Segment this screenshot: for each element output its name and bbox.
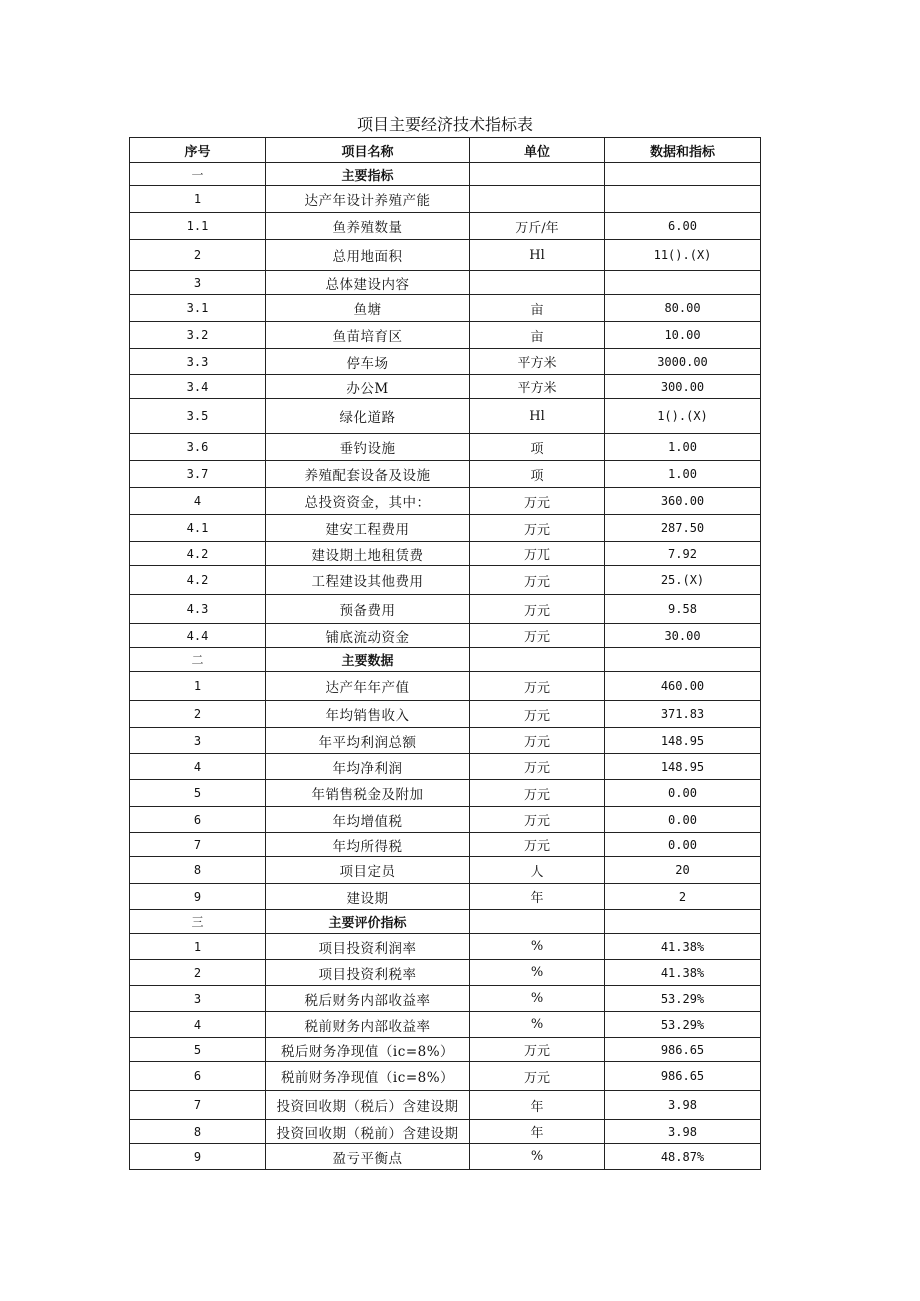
cell-unit: % [470,960,605,986]
cell-value: 460.00 [605,672,761,701]
cell-value: 9.58 [605,595,761,624]
table-row [130,399,761,434]
header-seq: 序号 [130,138,266,163]
cell-name: 总体建设内容 [266,271,470,295]
table-row [130,672,761,701]
cell-value: 25.(X) [605,566,761,595]
cell-name: 养殖配套设备及设施 [266,461,470,488]
cell-value [605,910,761,934]
table-row [130,595,761,624]
cell-unit [470,163,605,186]
cell-name: 达产年设计养殖产能 [266,186,470,213]
cell-seq: 2 [130,960,266,986]
cell-value [605,648,761,672]
indicator-table [129,137,761,1170]
cell-unit: 万斤/年 [470,213,605,240]
cell-seq: 3.5 [130,399,266,434]
table-row [130,566,761,595]
cell-unit: 年 [470,1120,605,1144]
cell-unit: % [470,1012,605,1038]
cell-name: 主要评价指标 [266,910,470,934]
cell-seq: 1 [130,672,266,701]
table-row [130,515,761,542]
cell-value: 53.29% [605,986,761,1012]
table-row [130,754,761,780]
cell-seq: 4 [130,754,266,780]
cell-seq: 三 [130,910,266,934]
cell-unit: 万兀 [470,542,605,566]
cell-unit: 人 [470,857,605,884]
table-row [130,857,761,884]
cell-seq: 3 [130,728,266,754]
cell-name: 年均增值税 [266,807,470,833]
cell-value: 1.00 [605,434,761,461]
cell-name: 年均所得税 [266,833,470,857]
cell-unit: 万元 [470,595,605,624]
cell-seq: 4.1 [130,515,266,542]
cell-name: 投资回收期（税后）含建设期 [266,1091,470,1120]
cell-seq: 4 [130,1012,266,1038]
table-row [130,488,761,515]
table-row [130,934,761,960]
cell-seq: 3.4 [130,375,266,399]
table-row [130,322,761,349]
cell-name: 主要指标 [266,163,470,186]
cell-value: 10.00 [605,322,761,349]
cell-seq: 8 [130,1120,266,1144]
cell-seq: 8 [130,857,266,884]
cell-unit [470,910,605,934]
cell-seq: 二 [130,648,266,672]
table-row [130,833,761,857]
cell-value: 0.00 [605,780,761,807]
cell-unit: 万元 [470,754,605,780]
cell-name: 年销售税金及附加 [266,780,470,807]
cell-value [605,271,761,295]
cell-unit: 万元 [470,566,605,595]
cell-value: 986.65 [605,1062,761,1091]
cell-value: 20 [605,857,761,884]
table-row [130,624,761,648]
cell-name: 年均销售收入 [266,701,470,728]
table-row [130,807,761,833]
cell-value: 11().(X) [605,240,761,271]
cell-name: 主要数据 [266,648,470,672]
cell-value: 48.87% [605,1144,761,1170]
cell-seq: 4 [130,488,266,515]
cell-name: 停车场 [266,349,470,375]
cell-unit [470,648,605,672]
cell-name: 预备费用 [266,595,470,624]
cell-value: 41.38% [605,934,761,960]
cell-unit: 年 [470,884,605,910]
cell-unit: 平方米 [470,375,605,399]
cell-unit: % [470,934,605,960]
cell-name: 建设期土地租赁费 [266,542,470,566]
cell-seq: 4.3 [130,595,266,624]
cell-seq: 3.7 [130,461,266,488]
table-body [130,163,761,1170]
cell-unit: 年 [470,1091,605,1120]
cell-seq: 7 [130,1091,266,1120]
table-row [130,1144,761,1170]
cell-value: 2 [605,884,761,910]
table-row [130,1091,761,1120]
cell-value: 3000.00 [605,349,761,375]
cell-seq: 5 [130,1038,266,1062]
cell-unit: 万元 [470,728,605,754]
cell-seq: 3.6 [130,434,266,461]
cell-unit: 万元 [470,488,605,515]
cell-name: 年平均利润总额 [266,728,470,754]
cell-name: 项目投资利税率 [266,960,470,986]
cell-value: 1().(X) [605,399,761,434]
table-row [130,986,761,1012]
cell-unit: 万元 [470,1038,605,1062]
table-row [130,1120,761,1144]
cell-seq: 3.2 [130,322,266,349]
cell-seq: 3 [130,271,266,295]
cell-value: 986.65 [605,1038,761,1062]
section-row [130,910,761,934]
cell-value: 0.00 [605,807,761,833]
cell-name: 税前财务净现值（ic=8%） [266,1062,470,1091]
table-row [130,884,761,910]
cell-seq: 1.1 [130,213,266,240]
cell-value: 3.98 [605,1091,761,1120]
cell-unit: 万元 [470,672,605,701]
cell-unit: 万元 [470,515,605,542]
cell-unit: 万元 [470,833,605,857]
cell-unit: 项 [470,434,605,461]
cell-unit: 万元 [470,701,605,728]
table-row [130,1038,761,1062]
cell-name: 建设期 [266,884,470,910]
table-row [130,542,761,566]
cell-name: 投资回收期（税前）含建设期 [266,1120,470,1144]
cell-unit [470,186,605,213]
cell-name: 鱼养殖数量 [266,213,470,240]
cell-name: 铺底流动资金 [266,624,470,648]
table-row [130,780,761,807]
cell-unit [470,271,605,295]
section-row [130,648,761,672]
cell-name: 鱼塘 [266,295,470,322]
cell-name: 盈亏平衡点 [266,1144,470,1170]
cell-value: 287.50 [605,515,761,542]
cell-value: 30.00 [605,624,761,648]
cell-seq: 3 [130,986,266,1012]
table-header-row [130,138,761,163]
cell-value: 1.00 [605,461,761,488]
cell-unit: 万元 [470,780,605,807]
cell-name: 总投资资金，其中： [266,488,470,515]
cell-name: 绿化道路 [266,399,470,434]
cell-seq: 1 [130,934,266,960]
cell-value: 148.95 [605,754,761,780]
table-row [130,295,761,322]
cell-value [605,186,761,213]
table-row [130,701,761,728]
table-row [130,461,761,488]
table-row [130,375,761,399]
cell-name: 垂钓设施 [266,434,470,461]
cell-unit: 平方米 [470,349,605,375]
cell-unit: 亩 [470,295,605,322]
cell-seq: 4.4 [130,624,266,648]
cell-seq: 3.3 [130,349,266,375]
cell-value: 0.00 [605,833,761,857]
header-name: 项目名称 [266,138,470,163]
cell-value: 80.00 [605,295,761,322]
cell-unit: Hl [470,399,605,434]
table-row [130,240,761,271]
cell-seq: 6 [130,1062,266,1091]
cell-seq: 6 [130,807,266,833]
cell-unit: 万元 [470,807,605,833]
table-row [130,213,761,240]
cell-name: 税前财务内部收益率 [266,1012,470,1038]
cell-unit: Hl [470,240,605,271]
cell-value: 41.38% [605,960,761,986]
cell-unit: % [470,1144,605,1170]
cell-name: 建安工程费用 [266,515,470,542]
cell-seq: 一 [130,163,266,186]
cell-name: 项目定员 [266,857,470,884]
table-row [130,186,761,213]
cell-name: 税后财务净现值（ic=8%） [266,1038,470,1062]
cell-value: 7.92 [605,542,761,566]
table-row [130,434,761,461]
cell-unit: 万元 [470,1062,605,1091]
cell-value: 371.83 [605,701,761,728]
cell-value: 360.00 [605,488,761,515]
cell-name: 达产年年产值 [266,672,470,701]
cell-seq: 3.1 [130,295,266,322]
cell-unit: 项 [470,461,605,488]
cell-seq: 5 [130,780,266,807]
cell-name: 办公M [266,375,470,399]
cell-name: 年均净利润 [266,754,470,780]
table-row [130,728,761,754]
cell-seq: 2 [130,240,266,271]
header-value: 数据和指标 [605,138,761,163]
cell-seq: 1 [130,186,266,213]
cell-name: 总用地面积 [266,240,470,271]
cell-value: 3.98 [605,1120,761,1144]
cell-name: 项目投资利润率 [266,934,470,960]
cell-seq: 9 [130,1144,266,1170]
table-row [130,271,761,295]
cell-unit: % [470,986,605,1012]
cell-value [605,163,761,186]
header-unit: 单位 [470,138,605,163]
table-row [130,1062,761,1091]
cell-name: 鱼苗培育区 [266,322,470,349]
cell-seq: 7 [130,833,266,857]
table-row [130,349,761,375]
cell-value: 148.95 [605,728,761,754]
cell-seq: 4.2 [130,566,266,595]
cell-name: 税后财务内部收益率 [266,986,470,1012]
cell-value: 6.00 [605,213,761,240]
cell-seq: 9 [130,884,266,910]
cell-value: 53.29% [605,1012,761,1038]
cell-unit: 亩 [470,322,605,349]
table-title: 项目主要经济技术指标表 [356,115,533,134]
cell-name: 工程建设其他费用 [266,566,470,595]
cell-seq: 4.2 [130,542,266,566]
table-row [130,1012,761,1038]
cell-seq: 2 [130,701,266,728]
section-row [130,163,761,186]
table-row [130,960,761,986]
cell-unit: 万元 [470,624,605,648]
cell-value: 300.00 [605,375,761,399]
